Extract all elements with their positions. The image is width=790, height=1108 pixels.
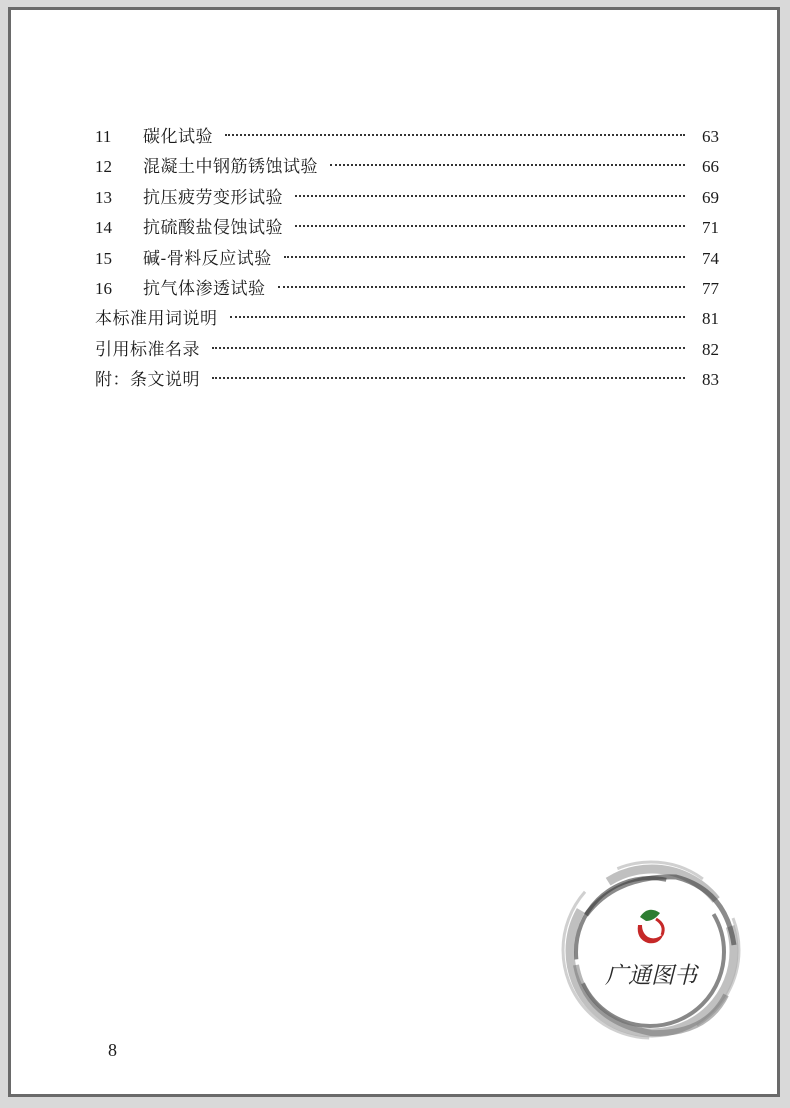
toc-entry-number: 13 — [95, 187, 112, 207]
toc-entry[interactable] — [95, 274, 719, 304]
toc-entry-page: 66 — [702, 157, 719, 177]
table-of-contents — [95, 122, 719, 396]
toc-entry-title: 附：条文说明 — [95, 370, 200, 391]
toc-entry-number: 16 — [95, 278, 112, 298]
toc-entry-page: 63 — [702, 127, 719, 146]
publisher-seal — [556, 855, 746, 1045]
toc-entry[interactable] — [95, 213, 719, 243]
page-number: 8 — [108, 1040, 117, 1060]
dot-leader — [330, 164, 685, 166]
dot-leader — [295, 195, 685, 197]
toc-entry[interactable] — [95, 304, 719, 334]
toc-entry[interactable] — [95, 244, 719, 274]
toc-entry-title: 碱-骨料反应试验 — [143, 248, 272, 269]
toc-entry-page: 74 — [702, 248, 719, 268]
toc-entry[interactable] — [95, 365, 719, 395]
toc-entry-number: 14 — [95, 218, 112, 238]
toc-entry[interactable] — [95, 183, 719, 213]
toc-entry-title: 抗压疲劳变形试验 — [143, 187, 283, 208]
toc-entry-page: 71 — [702, 218, 719, 238]
toc-entry-title: 碳化试验 — [143, 127, 213, 147]
dot-leader — [295, 225, 685, 227]
toc-entry[interactable] — [95, 122, 719, 152]
toc-entry[interactable] — [95, 152, 719, 182]
toc-entry-title: 混凝土中钢筋锈蚀试验 — [143, 157, 318, 178]
toc-entry-page: 82 — [702, 339, 719, 359]
toc-entry-page: 81 — [702, 309, 719, 329]
toc-entry-number: 15 — [95, 248, 112, 268]
toc-entry-title: 抗气体渗透试验 — [143, 278, 266, 299]
toc-entry-page: 69 — [702, 187, 719, 207]
dot-leader — [230, 316, 686, 318]
toc-entry-page: 83 — [702, 370, 719, 390]
toc-entry-title: 引用标准名录 — [95, 339, 200, 360]
dot-leader — [212, 377, 685, 379]
dot-leader — [212, 347, 685, 349]
toc-entry-number: 12 — [95, 157, 112, 177]
toc-entry-page: 77 — [702, 278, 719, 298]
logo-icon — [638, 910, 664, 943]
toc-entry-title: 本标准用词说明 — [95, 309, 218, 330]
toc-entry-title: 抗硫酸盐侵蚀试验 — [143, 218, 283, 239]
seal-text: 广通图书 — [605, 963, 697, 989]
dot-leader — [225, 134, 685, 136]
document-page — [8, 7, 780, 1097]
dot-leader — [278, 286, 686, 288]
toc-entry-number: 11 — [95, 127, 112, 146]
dot-leader — [284, 256, 685, 258]
toc-entry[interactable] — [95, 335, 719, 365]
